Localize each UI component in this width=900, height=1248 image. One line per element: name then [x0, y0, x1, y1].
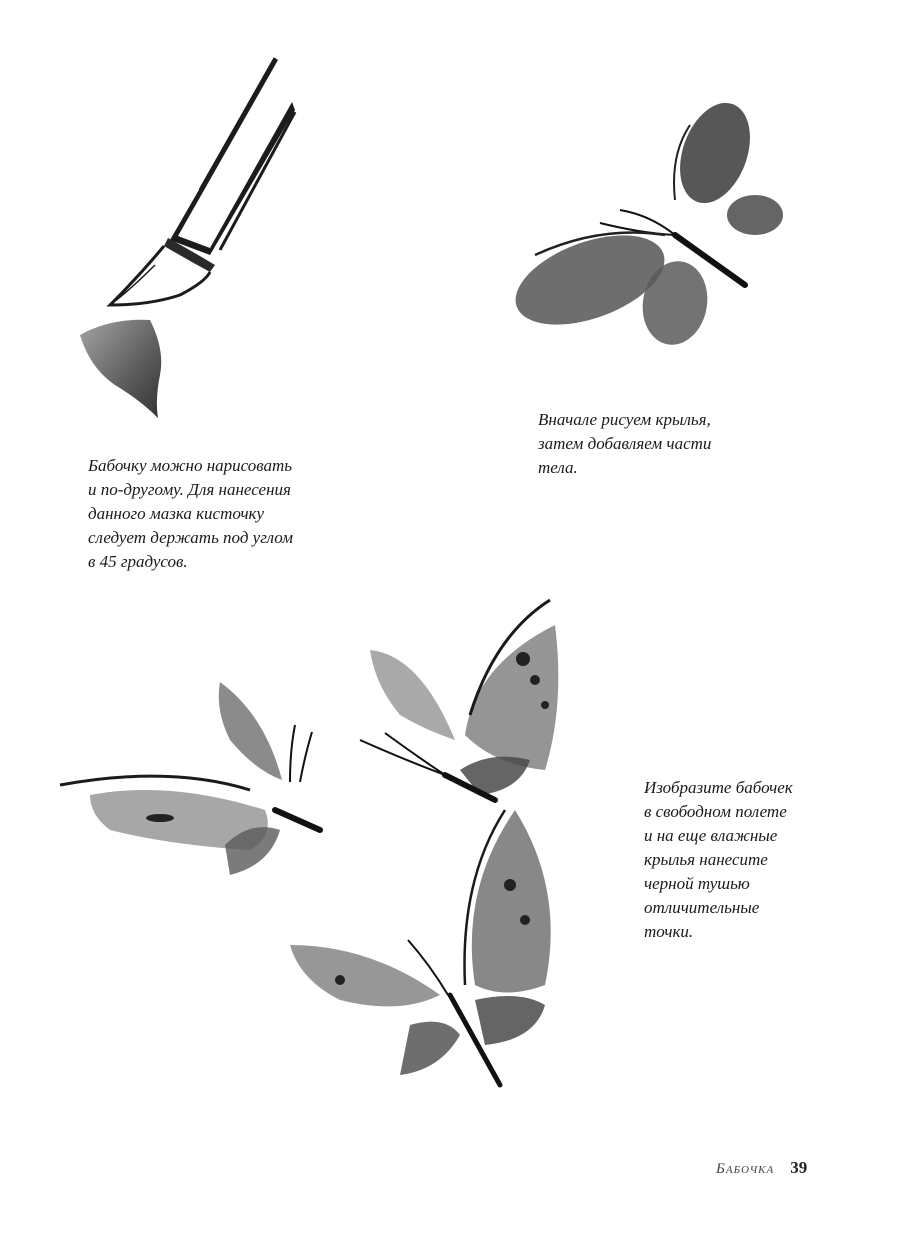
butterfly-icon	[280, 800, 580, 1100]
brush-stroke-illustration	[70, 50, 310, 430]
butterfly-middle-illustration	[345, 595, 570, 820]
butterfly-bottom-illustration	[280, 800, 580, 1100]
caption-line: и на еще влажные	[644, 826, 778, 845]
caption-line: следует держать под углом	[88, 528, 293, 547]
caption-line: крылья нанесите	[644, 850, 768, 869]
page-number: 39	[790, 1158, 808, 1177]
caption-wings-first	[538, 408, 711, 480]
caption-flight-spots	[644, 776, 793, 944]
caption-line: в свободном полете	[644, 802, 787, 821]
caption-line: в 45 градусов.	[88, 552, 188, 571]
caption-line: точки.	[644, 922, 694, 941]
caption-line: Бабочку можно нарисовать	[88, 456, 293, 475]
brush-icon	[70, 50, 310, 430]
butterfly-icon	[345, 595, 570, 820]
caption-line: отличительные	[644, 898, 760, 917]
page-footer	[716, 1158, 807, 1178]
caption-line: и по-другому. Для нанесения	[88, 480, 291, 499]
caption-line: Вначале рисуем крылья,	[538, 410, 711, 429]
caption-line: тела.	[538, 458, 578, 477]
caption-line: затем добавляем части	[538, 434, 712, 453]
caption-line: черной тушью	[644, 874, 750, 893]
butterfly-icon	[500, 95, 800, 365]
caption-line: Изобразите бабочек	[644, 778, 793, 797]
caption-line: данного мазка кисточку	[88, 504, 265, 523]
caption-brush-angle	[88, 454, 293, 574]
section-title: Бабочка	[716, 1161, 775, 1177]
butterfly-wings-illustration	[500, 95, 800, 365]
